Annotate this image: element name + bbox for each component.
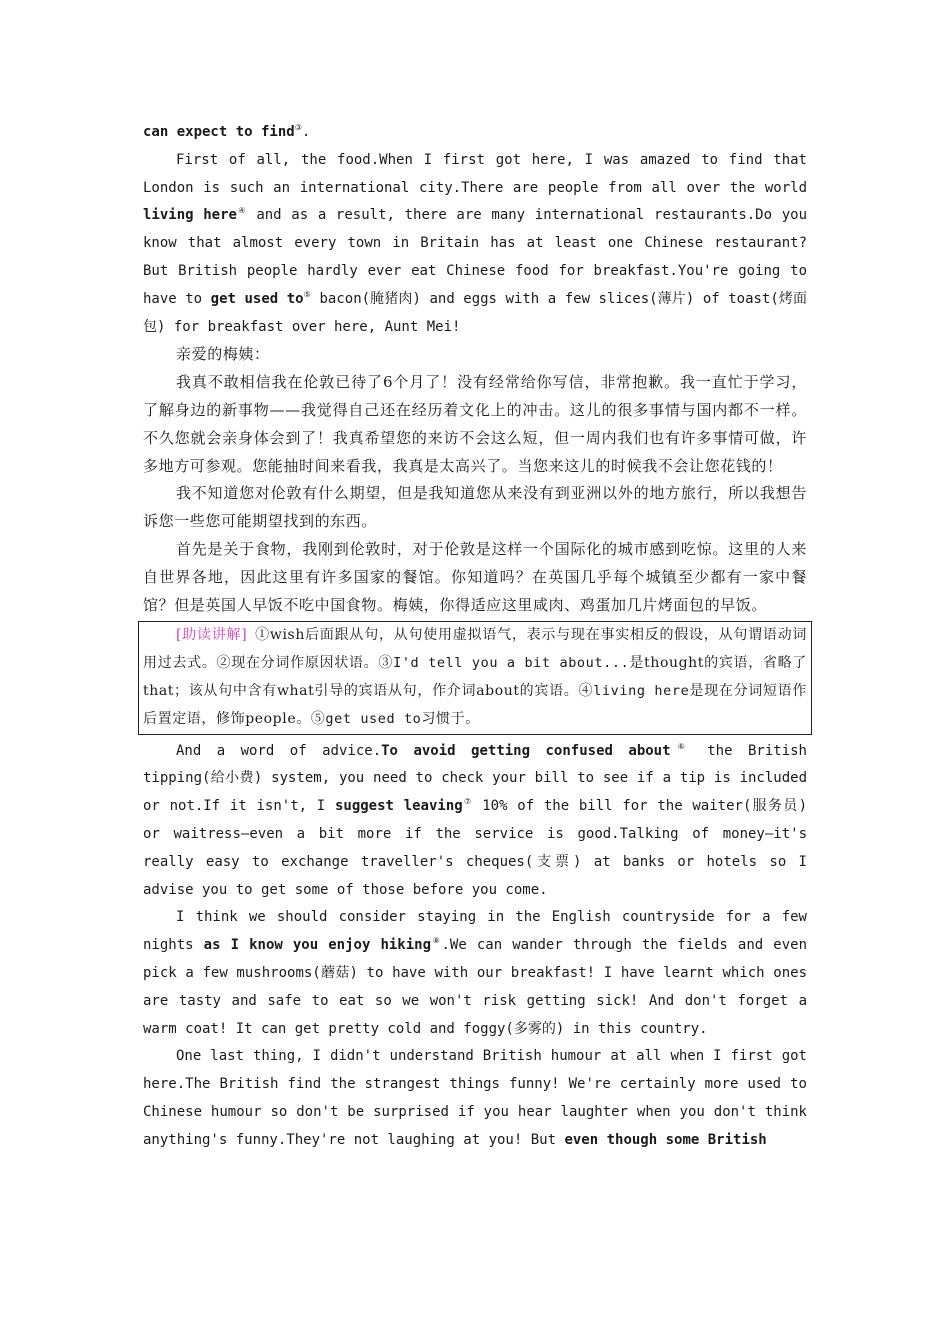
key-phrase: can expect to find bbox=[143, 124, 295, 140]
paragraph-humour: One last thing, I didn't understand British humour at all when I first got here.The British find the strangest things funny! We're certainly more used to Chinese humour so don't be surprised if you hear laughter when you don't think anything's funny.They're not laughing at you! But even though some British bbox=[143, 1048, 807, 1148]
translation-paragraph-3: 首先是关于食物，我刚到伦敦时，对于伦敦是这样一个国际化的城市感到吃惊。这里的人来自世界各地，因此这里有许多国家的餐馆。你知道吗？在英国几乎每个城镇至少都有一家中餐馆？但是英国人早饭不吃中国食物。梅姨，你得适应这里咸肉、鸡蛋加几片烤面包的早饭。 bbox=[143, 539, 807, 614]
translation-salutation: 亲爱的梅姨： bbox=[176, 345, 270, 364]
translation-paragraph-1: 我真不敢相信我在伦敦已待了6个月了！没有经常给你写信，非常抱歉。我一直忙于学习，了解身边的新事物——我觉得自己还在经历着文化上的冲击。这儿的很多事情与国内都不一样。不久您就会亲身体会到了！我真希望您的来访不会这么短，但一周内我们也有许多事情可做，许多地方可参观。您能抽时间来看我，我真是太高兴了。当您来这儿的时候我不会让您花钱的！ bbox=[143, 373, 807, 475]
translation-paragraph-2: 我不知道您对伦敦有什么期望，但是我知道您从来没有到亚洲以外的地方旅行，所以我想告诉您一些您可能期望找到的东西。 bbox=[143, 484, 807, 531]
paragraph-tipping: And a word of advice.To avoid getting confused about⑥ the British tipping(给小费) system, you need to check your bill to see if a tip is included or not.If it isn't, I suggest leaving⑦ 10% of the bill for the waiter(服务员) or waitress—even a bit more if the service is good.Talking of money—it's really easy to exchange traveller's cheques(支票) at banks or hotels so I advise you to get some of those before you come. bbox=[143, 741, 808, 898]
paragraph-countryside: I think we should consider staying in the English countryside for a few nights as I know you enjoy hiking⑧.We can wander through the fields and even pick a few mushrooms(蘑菇) to have with our breakfast! I have learnt which ones are tasty and safe to eat so we won't risk getting sick! And don't forget a warm coat! It can get pretty cold and foggy(多雾的) in this country. bbox=[143, 909, 808, 1037]
note-marker: ③ bbox=[294, 123, 302, 132]
reading-notes-box bbox=[138, 621, 812, 734]
note-marker: ⑤ bbox=[303, 289, 311, 299]
key-phrase: get used to bbox=[210, 290, 304, 307]
reading-notes-text: [助读讲解] ①wish后面跟从句，从句使用虚拟语气，表示与现在事实相反的假设，从句谓语动词用过去式。②现在分词作原因状语。③I'd tell you a bit about...是thought的宾语，省略了that；该从句中含有what引导的宾语从句，作介词about的宾语。④living here是现在分词短语作后置定语，修饰people。⑤get used to习惯于。 bbox=[143, 627, 807, 727]
note-marker: ⑦ bbox=[462, 797, 473, 807]
key-phrase: suggest leaving bbox=[334, 798, 463, 815]
paragraph-intro-end: can expect to find③. bbox=[143, 123, 311, 140]
key-phrase: as I know you enjoy hiking bbox=[203, 937, 432, 954]
reading-notes-tag: [助读讲解] bbox=[176, 627, 248, 644]
document-page bbox=[143, 119, 807, 1154]
note-marker: ⑧ bbox=[431, 936, 442, 946]
key-phrase: even though some British bbox=[564, 1131, 767, 1148]
note-marker: ④ bbox=[236, 206, 247, 216]
paragraph-food: First of all, the food.When I first got here, I was amazed to find that London is such an international city.There are people from all over the world living here④ and as a result, there are many international restaurants.Do you know that almost every town in Britain has at least one Chinese restaurant? But British people hardly ever eat Chinese food for breakfast.You're going to have to get used to⑤ bacon(腌猪肉) and eggs with a few slices(薄片) of toast(烤面包) for breakfast over here, Aunt Mei! bbox=[143, 151, 808, 335]
note-marker: ⑥ bbox=[670, 741, 692, 751]
key-phrase: To avoid getting confused about bbox=[381, 742, 671, 759]
key-phrase: living here bbox=[143, 207, 237, 224]
